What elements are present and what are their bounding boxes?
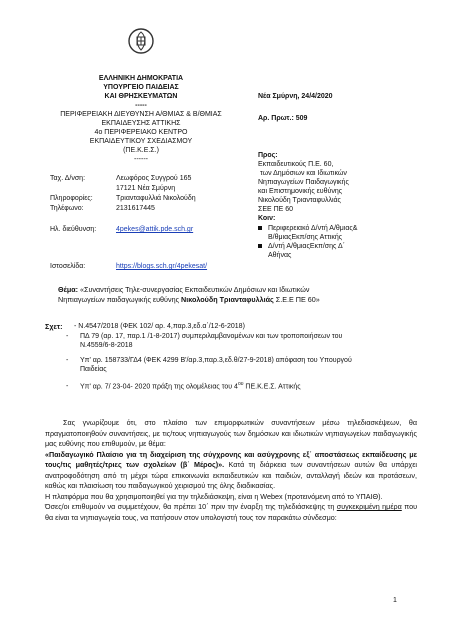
issuer-header	[48, 74, 234, 164]
references-list: - Ν.4547/2018 (ΦΕΚ 102/ αρ. 4,παρ.3,εδ.α΄/12-6-2018) - ΠΔ 79 (αρ. 17, παρ.1 /1-8-2017) συμπεριλαμβανομένων και των τροποποιήσεων του Ν.4559/6-8-2018 - Υπ' αρ. 158733/ΓΔ4 (ΦΕΚ 4299 Β'/αρ.3,παρ.3,εδ.θ/27-9-2018) απόφαση του Υπουργού Παιδείας - Υπ' αρ. 7/ 23-04- 2020 πράξη της ολομέλειας του $4^{o\upsilon}$ ΠΕ.Κ.Ε.Σ. Αττικής	[66, 322, 426, 391]
underlined-text: συγκεκριμένη ημέρα	[336, 502, 402, 511]
copy-title: Κοιν:	[258, 215, 276, 222]
recipient-line: Νικολούδη Τριανταφυλλιάς	[258, 197, 341, 204]
reference-item: ΠΔ 79 (αρ. 17, παρ.1 /1-8-2017) συμπεριλαμβανομένων και των τροποποιήσεων του	[80, 332, 343, 340]
email-link[interactable]: 4pekes@attik.pde.sch.gr	[116, 226, 194, 233]
recipient-line: των Δημόσιων και Ιδιωτικών	[258, 170, 347, 177]
paragraph: Σας γνωρίζουμε ότι, στο πλαίσιο των επιμορφωτικών συναντήσεων μέσω τηλεδιασκέψεων, θα πραγματοποιηθούν συναντήσεις, με τις/τους νηπιαγωγούς των δημόσιων και ιδιωτικών νηπιαγωγείων παιδαγωγικής μας ευθύνης που επιθυμούν, με θέμα:	[45, 418, 417, 448]
header-line: ΚΑΙ ΘΡΗΣΚΕΥΜΑΤΩΝ	[104, 93, 178, 100]
subject	[58, 285, 418, 305]
reference-item: ΠΕ.Κ.Ε.Σ. Αττικής	[243, 382, 301, 390]
email-label: Ηλ. διεύθυνση:	[50, 226, 97, 233]
copy-item: Δ/ντή Α/θμιαςΕκπ/σης Δ΄	[268, 243, 345, 250]
reference-item: - Ν.4547/2018 (ΦΕΚ 102/ αρ. 4,παρ.3,εδ.α΄/12-6-2018)	[74, 323, 245, 330]
copy-item: Αθήνας	[268, 252, 292, 259]
subject-text-c: Σ.Ε.Ε ΠΕ 60»	[273, 295, 320, 304]
body-text	[45, 418, 417, 523]
address-value: Λεωφόρος Συγγρού 165	[116, 175, 192, 182]
info-label: Πληροφορίες:	[50, 195, 93, 202]
subject-text-b: Νηπιαγωγείων παιδαγωγικής ευθύνης	[58, 295, 182, 304]
copy-block	[258, 214, 448, 260]
reference-sup: ου	[237, 380, 244, 387]
date-line: Νέα Σμύρνη, 24/4/2020	[258, 93, 333, 100]
subject-name: Νικολούδη Τριανταφυλλιάς	[181, 295, 274, 304]
protocol-number: Αρ. Πρωτ.: 509	[258, 115, 308, 122]
reference-item: Υπ' αρ. 7/ 23-04- 2020 πράξη της ολομέλειας του 4	[80, 382, 238, 390]
reference-item: Υπ' αρ. 158733/ΓΔ4 (ΦΕΚ 4299 Β'/αρ.3,παρ.3,εδ.θ/27-9-2018) απόφαση του Υπουργού	[80, 356, 352, 364]
topic-bold: «Παιδαγωγικό Πλαίσιο για τη διαχείριση της σύγχρονης και ασύγχρονης εξ΄ αποστάσεως εκπαίδευσης με τους/τις μαθητές/τριες των σχολείων (β΄ Μέρος)».	[45, 449, 417, 469]
recipient-line: ΣΕΕ ΠΕ 60	[258, 206, 294, 213]
bullet-icon	[258, 244, 262, 248]
phone-label: Τηλέφωνο:	[50, 205, 84, 212]
header-line: ΕΚΠΑΙΔΕΥΣΗΣ ΑΤΤΙΚΗΣ	[101, 120, 181, 127]
address-label: Ταχ. Δ/νση:	[50, 175, 86, 182]
reference-item: Παιδείας	[80, 366, 107, 373]
website-link[interactable]: https://blogs.sch.gr/4pekesat/	[116, 263, 208, 270]
reference-item: Ν.4559/6-8-2018	[80, 342, 133, 349]
recipient-line: Νηπιαγωγείων Παιδαγωγικής	[258, 179, 349, 186]
greek-emblem-logo	[128, 28, 154, 54]
paragraph	[45, 502, 417, 523]
subject-text-a: «Συναντήσεις Τηλε-συνεργασίας Εκπαιδευτικών Δημόσιων και Ιδιωτικών	[80, 285, 310, 294]
paragraph: Η πλατφόρμα που θα χρησιμοποιηθεί για την τηλεδιάσκεψη, είναι η Webex (προτεινόμενη από το ΥΠΑΙΘ).	[45, 491, 383, 501]
recipient-block	[258, 151, 448, 214]
header-line: ΠΕΡΙΦΕΡΕΙΑΚΗ ΔΙΕΥΘΥΝΣΗ Α/ΘΜΙΑΣ & Β/ΘΜΙΑΣ	[60, 111, 222, 118]
address-city: 17121 Νέα Σμύρνη	[116, 185, 176, 192]
header-line: ΕΚΠΑΙΔΕΥΤΙΚΟΥ ΣΧΕΔΙΑΣΜΟΥ	[89, 138, 193, 145]
copy-item: Β/θμιαςΕκπ/σης Αττικής	[268, 234, 343, 241]
header-line: ΥΠΟΥΡΓΕΙΟ ΠΑΙΔΕΙΑΣ	[103, 84, 179, 91]
paragraph-part: Όσες/οι επιθυμούν να συμμετέχουν, θα πρέπει 10΄ πριν την έναρξη της τηλεδιάσκεψης τη	[45, 502, 337, 511]
info-value: Τριανταφυλλιά Νικολούδη	[116, 195, 196, 202]
references-label: Σχετ:	[45, 322, 63, 331]
phone-value: 2131617445	[116, 205, 155, 212]
recipient-line: και Επιστημονικής ευθύνης	[258, 188, 343, 195]
header-line: (ΠΕ.Κ.Ε.Σ.)	[123, 147, 159, 154]
bullet-icon	[258, 226, 262, 230]
recipient-title: Προς:	[258, 152, 278, 159]
paragraph-part: που θα είναι τα νηπιαγωγεία τους, να πατήσουν στον υπολογιστή τους τον παρακάτω σύνδεσμο:	[45, 502, 417, 522]
paragraph	[45, 450, 417, 492]
subject-label: Θέμα:	[58, 285, 79, 294]
copy-item: Περιφερειακό Δ/ντή Α/θμιας&	[268, 225, 358, 232]
paragraph-rest: Κατά τη διάρκεια των συναντήσεων αυτών θα υπάρχει ανατροφοδότηση από τη μέχρι τώρα επικοινωνία εκπαιδευτικών και παιδιών, ανταλλαγή ιδεών και προτάσεων, καθώς και πλαισίωση του παιδαγωγικού χειρισμού της όλης διαδικασίας.	[45, 460, 417, 490]
page-number: 1	[393, 597, 397, 604]
header-line: 4ο ΠΕΡΙΦΕΡΕΙΑΚΟ ΚΕΝΤΡΟ	[94, 129, 188, 136]
header-line: -----	[135, 102, 147, 109]
recipient-line: Εκπαιδευτικούς Π.Ε. 60,	[258, 161, 334, 168]
header-line: ΕΛΛΗΝΙΚΗ ΔΗΜΟΚΡΑΤΙΑ	[98, 75, 184, 82]
website-label: Ιστοσελίδα:	[50, 263, 86, 270]
header-line: ------	[134, 156, 148, 163]
